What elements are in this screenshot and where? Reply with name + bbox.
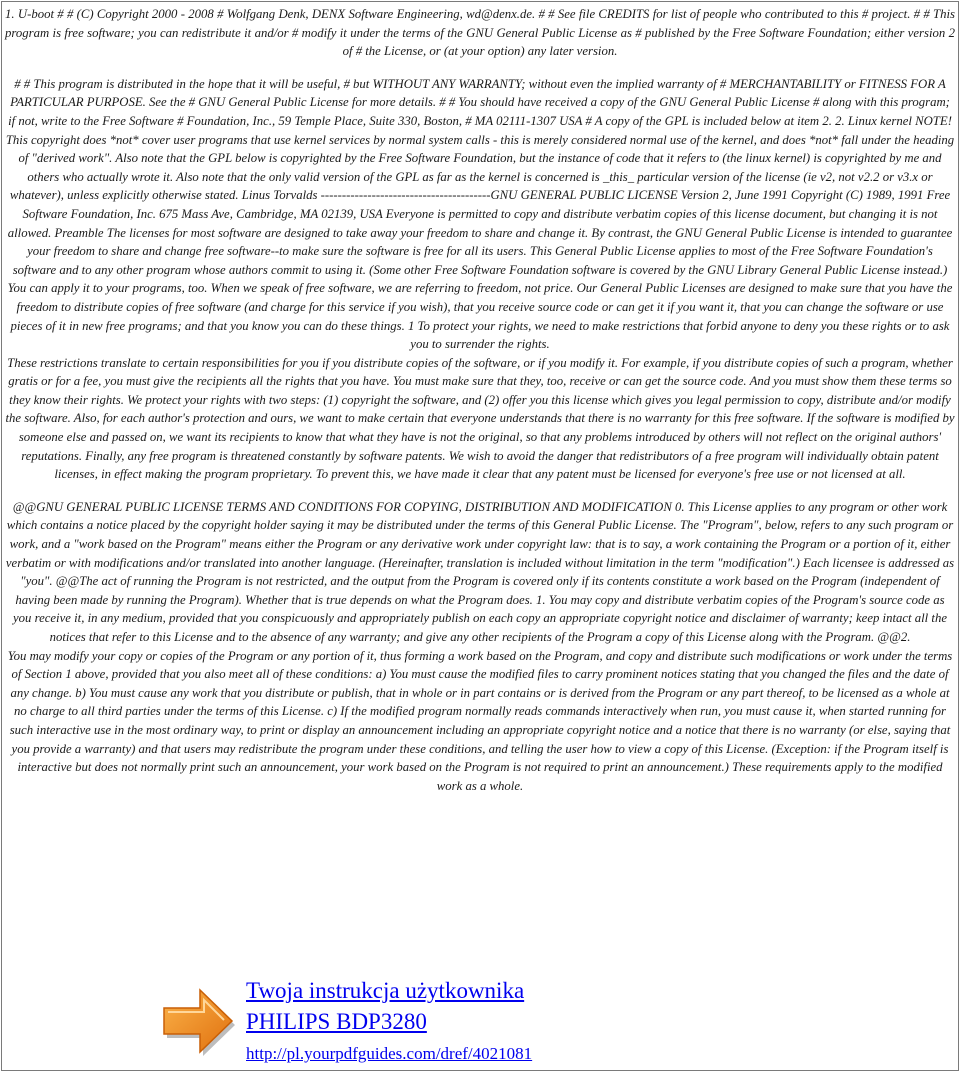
warranty-and-kernel-note-paragraph — [5, 75, 955, 354]
gpl-modification-paragraph: You may modify your copy or copies of the Program or any portion of it, thus forming a work based on the Program, and copy and distribute such modifications or work under the terms of Section 1 above, provided that you also meet all of these conditions: a) You must cause the modified files to carry prominent notices stating that you changed the files and the date of any change. b) You must cause any work that you distribute or publish, that in whole or in part contains or is derived from the Program or any part thereof, to be licensed as a whole at no charge to all third parties under the terms of this License. c) If the modified program normally reads commands interactively when run, you must cause it, when started running for such interactive use in the most ordinary way, to print or display an announcement including an appropriate copyright notice and a notice that there is no warranty (or else, saying that you provide a warranty) and that users may redistribute the program under these conditions, and telling the user how to view a copy of this License. (Exception: if the Program itself is interactive but does not normally print such an announcement, your work based on the Program is not required to print an announcement.) These requirements apply to the modified work as a whole. — [7, 648, 953, 793]
footer-link-block — [160, 976, 860, 1068]
document-page — [1, 1, 959, 1071]
gpl-terms-paragraph: @@GNU GENERAL PUBLIC LICENSE TERMS AND CONDITIONS FOR COPYING, DISTRIBUTION AND MODIFICATION 0. This License applies to any program or other work which contains a notice placed by the copyright holder saying it may be distributed under the terms of this General Public License. The "Program", below, refers to any such program or work, and a "work based on the Program" means either the Program or any derivative work under copyright law: that is to say, a work containing the Program or a portion of it, either verbatim or with modifications and/or translated into another language. (Hereinafter, translation is included without limitation in the term "modification".) Each licensee is addressed as "you". @@The act of running the Program is not restricted, and the output from the Program is covered only if its contents constitute a work based on the Program (independent of having been made by running the Program). Whether that is true depends on what the Program does. 1. You may copy and distribute verbatim copies of the Program's source code as you receive it, in any medium, provided that you conspicuously and appropriately publish on each copy an appropriate copyright notice and disclaimer of warranty; keep intact all the notices that refer to this License and to the absence of any warranty; and give any other recipients of the Program a copy of this License along with the Program. @@2. — [5, 499, 955, 644]
warranty-text: # # This program is distributed in the hope that it will be useful, # but WITHOUT ANY WARRANTY; without even the implied warranty of # MERCHANTABILITY or FITNESS FOR A PARTICULAR PURPOSE. See the # GNU General Public License for more details. # # You should have received a copy of the GNU General Public License # along with this program; if not, write to the Free Software # Foundation, Inc., 59 Temple Place, Suite 330, Boston, # MA 02111-1307 USA # A copy of the GPL is included below at item 2. 2. Linux kernel NOTE! This copyright does *not* cover user programs that use kernel services by normal system calls - this is merely considered normal use of the kernel, and does *not* fall under the heading of "derived work". Also note that the GPL below is copyrighted by the Free Software Foundation, but the instance of code that it refers to (the linux kernel) is copyrighted by me and others who actually wrote it. Also note that the only valid version of the GPL as far as the kernel is concerned is _this_ particular version of the license (ie v2, not v2.2 or v3.x or whatever), unless explicitly otherwise stated. — [5, 76, 955, 203]
document-body — [2, 2, 958, 795]
footer-links — [246, 976, 532, 1065]
guide-url-link[interactable]: http://pl.yourpdfguides.com/dref/4021081 — [246, 1044, 533, 1063]
uboot-license-paragraph: 1. U-boot # # (C) Copyright 2000 - 2008 # Wolfgang Denk, DENX Software Engineering, wd@denx.de. # # See file CREDITS for list of people who contributed to this # project. # # This program is free software; you can redistribute it and/or # modify it under the terms of the GNU General Public License as # published by the Free Software Foundation; either version 2 of # the License, or (at your option) any later version. — [5, 7, 955, 59]
gpl-responsibilities-paragraph: These restrictions translate to certain responsibilities for you if you distribute copies of the software, or if you modify it. For example, if you distribute copies of such a program, whether gratis or for a fee, you must give the recipients all the rights that you have. You must make sure that they, too, receive or can get the source code. And you must show them these terms so they know their rights. We protect your rights with two steps: (1) copyright the software, and (2) offer you this license which gives you legal permission to copy, distribute and/or modify the software. Also, for each author's protection and ours, we want to make certain that everyone understands that there is no warranty for this free software. If the software is modified by someone else and passed on, we want its recipients to know that what they have is not the original, so that any problems introduced by others will not reflect on the original authors' reputations. Finally, any free program is threatened constantly by software patents. We wish to avoid the danger that redistributors of a free program will individually obtain patent licenses, in effect making the program proprietary. To prevent this, we have made it clear that any patent must be licensed for everyone's free use or not licensed at all. — [5, 355, 955, 482]
orange-arrow-icon — [160, 978, 236, 1064]
manual-title-link[interactable]: Twoja instrukcja użytkownika — [246, 978, 525, 1003]
product-model-link[interactable]: PHILIPS BDP3280 — [246, 1009, 427, 1034]
gpl-preamble-text: Linus Torvalds ----------------------------------------GNU GENERAL PUBLIC LICENSE Version 2, June 1991 Copyright (C) 1989, 1991 Free Software Foundation, Inc. 675 Mass Ave, Cambridge, MA 02139, USA Everyone is permitted to copy and distribute verbatim copies of this license document, but changing it is not allowed. Preamble The licenses for most software are designed to take away your freedom to share and change it. By contrast, the GNU General Public License is intended to guarantee your freedom to share and change free software--to make sure the software is free for all its users. This General Public License applies to most of the Free Software Foundation's software and to any other program whose authors commit to using it. (Some other Free Software Foundation software is covered by the GNU Library General Public License instead.) You can apply it to your programs, too. When we speak of free software, we are referring to freedom, not price. Our General Public Licenses are designed to make sure that you have the freedom to distribute copies of free software (and charge for this service if you wish), that you receive source code or can get it if you want it, that you can change the software or use pieces of it in new free programs; and that you know you can do these things. 1 To protect your rights, we need to make restrictions that forbid anyone to deny you these rights or to ask you to surrender the rights. — [7, 188, 953, 352]
